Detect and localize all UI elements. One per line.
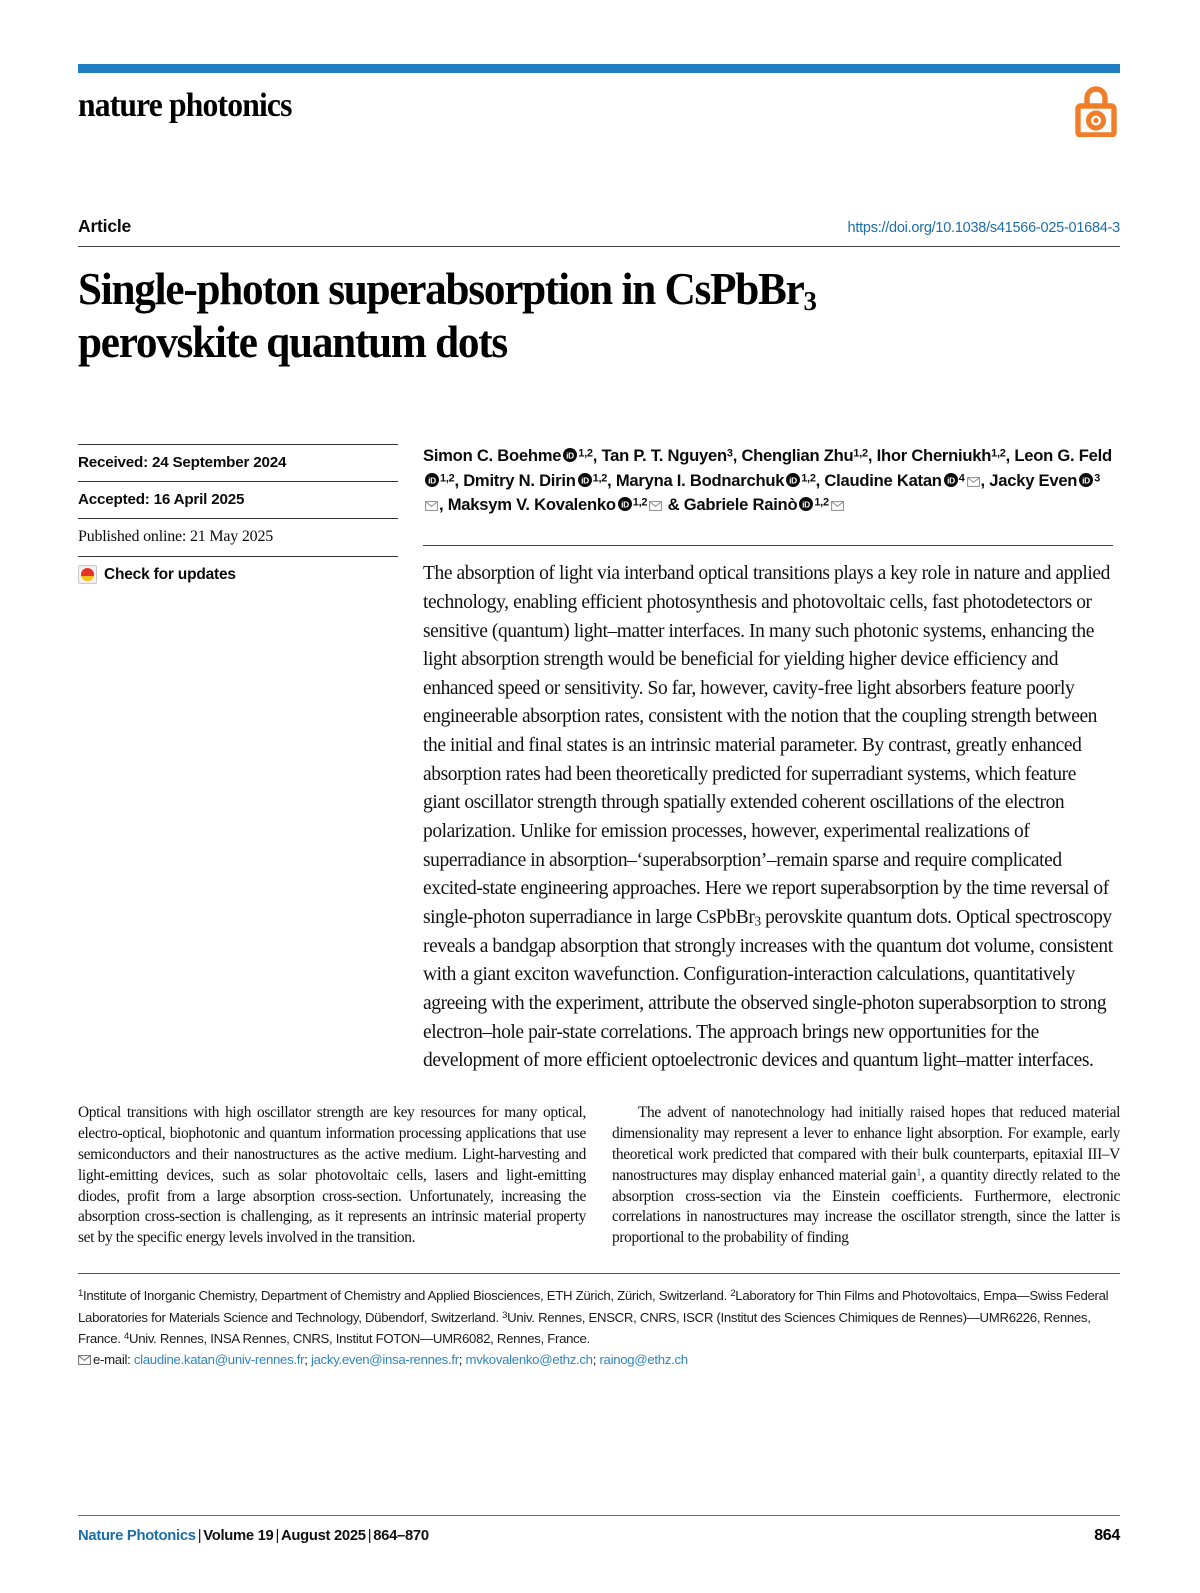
- envelope-icon[interactable]: [649, 494, 662, 518]
- body-column-right: [612, 1103, 1120, 1249]
- title-line-1: Single-photon superabsorption in CsPbBr: [78, 264, 804, 314]
- page-title: [78, 265, 1118, 368]
- doi-link[interactable]: https://doi.org/10.1038/s41566-025-01684-3: [847, 220, 1120, 236]
- envelope-icon[interactable]: [831, 494, 844, 518]
- svg-text:iD: iD: [428, 475, 436, 486]
- article-type-label: Article: [78, 216, 132, 236]
- author-affiliation-marker: 1,2: [578, 447, 593, 460]
- authors-and-abstract: [423, 444, 1113, 1076]
- body-paragraph-right: [612, 1103, 1120, 1249]
- author-separator: ,: [980, 470, 990, 490]
- top-accent-bar: [78, 64, 1120, 73]
- email-link[interactable]: jacky.even@insa-rennes.fr: [310, 1352, 459, 1368]
- title-line-2: perovskite quantum dots: [78, 317, 507, 368]
- author-separator: ,: [592, 446, 602, 466]
- body-column-left: [78, 1103, 586, 1249]
- affiliation-marker-3: 3: [502, 1309, 508, 1321]
- email-separator: ;: [592, 1352, 600, 1368]
- svg-text:iD: iD: [580, 475, 589, 486]
- email-link[interactable]: rainog@ethz.ch: [599, 1352, 688, 1368]
- affiliation-marker-1: 1: [78, 1288, 83, 1300]
- orcid-icon[interactable]: [944, 470, 958, 494]
- published-date: Published online: 21 May 2025: [78, 518, 398, 556]
- orcid-icon[interactable]: [563, 445, 577, 469]
- check-for-updates-button[interactable]: [78, 556, 398, 594]
- abstract-part-2: perovskite quantum dots. Optical spectroscopy reveals a bandgap absorption that strongly increases with the quantum dot volume, consistent with a giant exciton wavefunction. Configuration-interaction calculations, quantitatively agreeing with the experiment, attribute the observed single-photon superabsorption to strong electron–hole pair-state correlations. The approach brings new opportunities for the development of more efficient optoelectronic devices and quantum light–matter interfaces.: [423, 907, 1113, 1072]
- author-separator: &: [663, 495, 684, 515]
- author-affiliation-marker: 3: [726, 447, 733, 460]
- article-type-row: [78, 216, 1120, 237]
- author-entry[interactable]: [423, 446, 593, 465]
- article-page: [78, 0, 1120, 1593]
- abstract: [423, 545, 1113, 1076]
- email-separator: ;: [458, 1352, 466, 1368]
- author-name: Chenglian Zhu: [741, 446, 854, 466]
- author-name: Maryna I. Bodnarchuk: [615, 470, 785, 490]
- author-list: [423, 444, 1113, 518]
- author-affiliation-marker: 1,2: [853, 447, 868, 460]
- publication-history: [78, 444, 398, 1076]
- author-entry[interactable]: [684, 495, 845, 514]
- masthead: [78, 89, 1120, 142]
- reference-marker-1[interactable]: 1: [916, 1166, 922, 1178]
- author-separator: ,: [454, 470, 464, 490]
- body-paragraph-left: Optical transitions with high oscillator strength are key resources for many optical, electro-optical, biophotonic and quantum information processing applications that use semiconductors and their nanostructures as the active medium. Light-harvesting and light-emitting devices, such as solar photovoltaic cells, lasers and light-emitting diodes, profit from a large absorption cross-section. Unfortunately, increasing the absorption cross-section is challenging, as it represents an intrinsic material property set by the specific energy levels involved in the transition.: [78, 1104, 586, 1247]
- email-label: e-mail:: [93, 1352, 134, 1368]
- orcid-icon[interactable]: [578, 470, 592, 494]
- abstract-part-1: The absorption of light via interband optical transitions plays a key role in nature and applied technology, enabling efficient photosynthesis and photovoltaic cells, fast photodetectors or sensitive (quantum) light–matter interfaces. In many such photonic systems, enhancing the light absorption strength would be beneficial for yielding higher device efficiency and enhanced speed or sensitivity. So far, however, cavity-free light absorbers feature poorly engineerable absorption rates, consistent with the notion that the coupling strength between the initial and final states is an intrinsic material parameter. By contrast, greatly enhanced absorption rates had been theoretically predicted for superradiant systems, which feature giant oscillator strength through spatially extended coherent oscillations of the electron polarization. Unlike for emission processes, however, experimental realizations of superradiance in absorption–‘superabsorption’–remain sparse and require complicated excited-state engineering approaches. Here we report superabsorption by the time reversal of single-photon superradiance in large CsPbBr: [423, 563, 1110, 929]
- footer-volume: Volume 19: [203, 1528, 274, 1544]
- author-separator: ,: [815, 470, 825, 490]
- orcid-icon[interactable]: [618, 494, 632, 518]
- svg-text:iD: iD: [1082, 475, 1091, 486]
- svg-text:iD: iD: [620, 499, 629, 510]
- page-number: 864: [1094, 1527, 1120, 1544]
- body-columns: [78, 1103, 1120, 1249]
- orcid-icon[interactable]: [1079, 470, 1093, 494]
- abstract-subscript: 3: [754, 913, 761, 929]
- email-list: [134, 1352, 688, 1367]
- author-name: Dmitry N. Dirin: [463, 470, 576, 490]
- author-affiliation-marker: 4: [958, 472, 965, 485]
- title-divider: [78, 246, 1120, 247]
- received-date: Received: 24 September 2024: [78, 444, 398, 481]
- svg-text:iD: iD: [946, 475, 955, 486]
- svg-text:iD: iD: [566, 450, 575, 461]
- affiliation-3: Univ. Rennes, ENSCR, CNRS, ISCR (Institut des Sciences Chimiques de Rennes)—UMR6226, Rennes, France.: [78, 1309, 1091, 1346]
- orcid-icon[interactable]: [786, 470, 800, 494]
- footer-pages: 864–870: [373, 1528, 429, 1544]
- affiliation-2: Laboratory for Thin Films and Photovoltaics, Empa—Swiss Federal Laboratories for Materials Science and Technology, Dübendorf, Switzerland.: [78, 1288, 1109, 1325]
- orcid-icon[interactable]: [799, 494, 813, 518]
- accepted-date: Accepted: 16 April 2025: [78, 481, 398, 518]
- footer-sep-3: |: [367, 1528, 372, 1544]
- page-footer: [78, 1515, 1120, 1545]
- check-for-updates-label: Check for updates: [104, 565, 236, 583]
- orcid-icon[interactable]: [425, 470, 439, 494]
- email-separator: ;: [304, 1352, 311, 1368]
- svg-text:iD: iD: [789, 475, 798, 486]
- footer-issue-date: August 2025: [281, 1528, 366, 1544]
- author-separator: ,: [867, 446, 877, 466]
- author-name: Tan P. T. Nguyen: [601, 446, 727, 466]
- affiliation-4: Univ. Rennes, INSA Rennes, CNRS, Institut FOTON—UMR6082, Rennes, France.: [128, 1330, 590, 1346]
- footer-citation: [78, 1528, 429, 1544]
- author-affiliation-marker: 1,2: [592, 472, 608, 485]
- author-entry[interactable]: [824, 471, 980, 490]
- author-entry[interactable]: [877, 446, 1006, 465]
- author-name: Leon G. Feld: [1014, 446, 1112, 466]
- author-affiliation-marker: 1,2: [814, 496, 829, 509]
- affiliation-marker-4: 4: [123, 1330, 129, 1342]
- author-name: Maksym V. Kovalenko: [447, 495, 616, 515]
- affiliation-marker-2: 2: [730, 1288, 736, 1300]
- author-name: Ihor Cherniukh: [876, 446, 992, 466]
- author-separator: ,: [607, 470, 616, 490]
- open-access-lock-icon: [1074, 85, 1118, 142]
- author-affiliation-marker: 1,2: [991, 447, 1006, 460]
- author-separator: ,: [439, 495, 448, 515]
- body-right-part-1: The advent of nanotechnology had initially raised hopes that reduced material dimensionality may represent a lever to enhance light absorption. For example, early theoretical work predicted that compared with their bulk counterparts, epitaxial III–V nanostructures may display enhanced material gain: [612, 1104, 1120, 1184]
- author-entry[interactable]: [616, 471, 816, 490]
- journal-logo: nature photonics: [78, 87, 292, 124]
- author-entry[interactable]: [463, 471, 607, 490]
- envelope-icon: [78, 1350, 91, 1371]
- affiliation-1: Institute of Inorganic Chemistry, Department of Chemistry and Applied Biosciences, ETH Zürich, Zürich, Switzerland.: [82, 1288, 731, 1304]
- author-affiliation-marker: 1,2: [440, 472, 455, 485]
- author-entry[interactable]: [741, 446, 867, 465]
- author-name: Simon C. Boehme: [423, 446, 562, 466]
- envelope-icon[interactable]: [425, 494, 438, 518]
- footer-sep-2: |: [275, 1528, 280, 1544]
- envelope-icon[interactable]: [967, 470, 980, 494]
- author-separator: ,: [1005, 446, 1015, 466]
- svg-text:iD: iD: [802, 499, 811, 510]
- author-entry[interactable]: [448, 495, 664, 514]
- footer-sep-1: |: [197, 1528, 202, 1544]
- author-name: Claudine Katan: [824, 470, 942, 490]
- footer-journal-name[interactable]: Nature Photonics: [78, 1528, 196, 1544]
- crossmark-badge-icon: [78, 565, 97, 584]
- author-name: Gabriele Rainò: [683, 495, 798, 515]
- author-separator: ,: [732, 446, 742, 466]
- author-entry[interactable]: [601, 446, 732, 465]
- author-name: Jacky Even: [989, 470, 1078, 490]
- email-link[interactable]: mvkovalenko@ethz.ch: [465, 1352, 593, 1368]
- author-affiliation-marker: 1,2: [801, 472, 816, 485]
- title-subscript: 3: [803, 286, 817, 318]
- body-right-part-2: , a quantity directly related to the absorption cross-section via the Einstein coefficients. Furthermore, electronic correlations in nanostructures may increase the oscillator strength, since the latter is proportional to the probability of finding: [612, 1166, 1120, 1247]
- author-affiliation-marker: 1,2: [632, 496, 648, 509]
- affiliations: [78, 1273, 1120, 1372]
- email-link[interactable]: claudine.katan@univ-rennes.fr: [133, 1352, 305, 1368]
- author-affiliation-marker: 3: [1094, 472, 1101, 485]
- head-grid: [78, 444, 1120, 1076]
